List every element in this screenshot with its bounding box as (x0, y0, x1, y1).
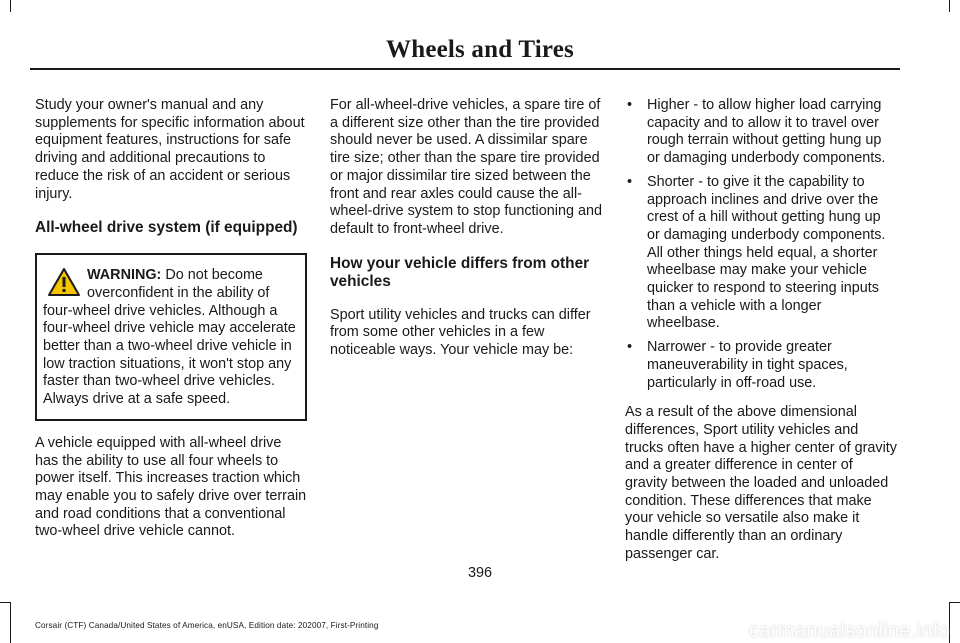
watermark: carmanualsonline.info (749, 620, 950, 642)
crop-mark (10, 603, 11, 643)
warning-triangle-icon (47, 267, 81, 297)
conclusion-paragraph: As a result of the above dimensional differences, Sport utility vehicles and trucks often have a higher center of gravity and a greater difference in center of gravity between the loaded and unloaded condition. These differences that make your vehicle so versatile also make it handle differently than an ordinary passenger car. (625, 404, 897, 562)
header-divider (30, 68, 900, 70)
list-item (625, 339, 897, 392)
column-2 (330, 97, 602, 376)
crop-mark (949, 602, 960, 603)
list-item (625, 97, 897, 168)
list-item-text: Shorter - to give it the capability to approach inclines and drive over the crest of a hill without getting hung up or damaging underbody components. All other things held equal, a shorter wheelbase may make your vehicle quicker to respond to steering inputs than a vehicle with a longer wheelbase. (647, 173, 886, 332)
bullet-icon: • (627, 339, 633, 356)
warning-label: WARNING: (87, 267, 162, 284)
intro-paragraph: Study your owner's manual and any supplements for specific information about equipment features, instructions for safe driving and additional precautions to reduce the risk of an accident or serious injury. (35, 97, 305, 202)
warning-box (35, 253, 307, 421)
edition-footer: Corsair (CTF) Canada/United States of America, enUSA, Edition date: 202007, First-Printing (35, 621, 379, 630)
list-item (625, 174, 897, 333)
list-item-text: Narrower - to provide greater maneuverability in tight spaces, particularly in off-road use. (647, 339, 848, 391)
list-item-text: Higher - to allow higher load carrying capacity and to allow it to travel over rough terrain without getting hung up or damaging underbody components. (647, 97, 886, 167)
awd-body-paragraph: A vehicle equipped with all-wheel drive has the ability to use all four wheels to power itself. This increases traction which may enable you to safely drive over terrain and road conditions that a conventional two-wheel drive vehicle cannot. (35, 434, 307, 540)
spare-tire-paragraph: For all-wheel-drive vehicles, a spare tire of a different size other than the tire provided should never be used. A dissimilar spare tire size; other than the spare tire provided or major dissimilar tire sized between the front and rear axles could cause the all-wheel-drive system to stop functioning and default to front-wheel drive. (330, 97, 602, 237)
section-heading-differences: How your vehicle differs from other vehicles (330, 254, 590, 290)
column-3 (625, 97, 897, 580)
bullet-icon: • (627, 97, 633, 113)
page-number: 396 (467, 565, 492, 581)
differences-list (625, 97, 897, 392)
page-title: Wheels and Tires (386, 36, 574, 63)
warning-text: Do not become overconfident in the ability of four-wheel drive vehicles. Although a four-wheel drive vehicle may accelerate better than a two-wheel drive vehicle in low traction situations, it won't stop any faster than two-wheel drive vehicles. Always drive at a safe speed. (43, 267, 296, 408)
crop-mark (10, 0, 11, 12)
column-1 (35, 97, 307, 557)
crop-mark (0, 602, 11, 603)
differences-paragraph: Sport utility vehicles and trucks can differ from some other vehicles in a few noticeable ways. Your vehicle may be: (330, 306, 591, 359)
section-heading-awd: All-wheel drive system (if equipped) (35, 219, 298, 237)
crop-mark (949, 0, 950, 12)
bullet-icon: • (627, 173, 633, 190)
